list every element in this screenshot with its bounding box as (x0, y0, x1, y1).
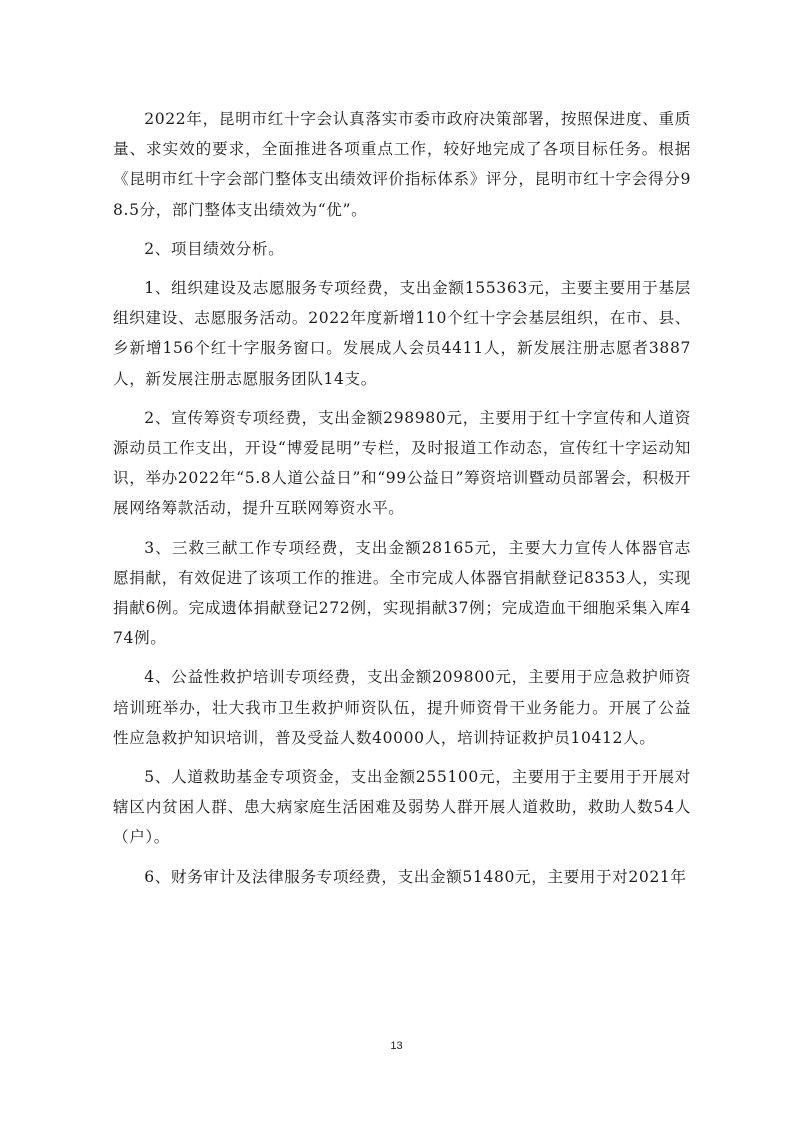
project-paragraph-1: 1、组织建设及志愿服务专项经费，支出金额155363元，主要主要用于基层组织建设、志愿服务活动。2022年度新增110个红十字会基层组织，在市、县、乡新增156个红十字服务窗口。发展成人会员4411人，新发展注册志愿者3887人，新发展注册志愿服务团队14支。 (113, 279, 691, 388)
document-body (113, 104, 691, 901)
intro-paragraph: 2022年，昆明市红十字会认真落实市委市政府决策部署，按照保进度、重质量、求实效的要求，全面推进各项重点工作，较好地完成了各项目标任务。根据《昆明市红十字会部门整体支出绩效评价指标体系》评分，昆明市红十字会得分98.5分，部门整体支出绩效为“优”。 (113, 110, 691, 219)
project-paragraph-6: 6、财务审计及法律服务专项经费，支出金额51480元，主要用于对2021年 (144, 867, 687, 886)
section-heading: 2、项目绩效分析。 (144, 239, 285, 258)
project-paragraph-5: 5、人道救助基金专项资金，支出金额255100元，主要用于主要用于开展对辖区内贫困人群、患大病家庭生活困难及弱势人群开展人道救助，救助人数54人（户）。 (113, 768, 691, 847)
project-paragraph-2: 2、宣传筹资专项经费，支出金额298980元，主要用于红十字宣传和人道资源动员工作支出，开设“博爱昆明”专栏，及时报道工作动态，宣传红十字运动知识，举办2022年“5.8人道公益日”和“99公益日”筹资培训暨动员部署会，积极开展网络筹款活动，提升互联网筹资水平。 (113, 408, 691, 518)
page-number: 13 (390, 1040, 403, 1052)
project-paragraph-3: 3、三救三献工作专项经费，支出金额28165元，主要大力宣传人体器官志愿捐献，有效促进了该项工作的推进。全市完成人体器官捐献登记8353人，实现捐献6例。完成遗体捐献登记272例，实现捐献37例；完成造血干细胞采集入库474例。 (113, 538, 691, 648)
project-paragraph-4: 4、公益性救护培训专项经费，支出金额209800元，主要用于应急救护师资培训班举办，壮大我市卫生救护师资队伍，提升师资骨干业务能力。开展了公益性应急救护知识培训，普及受益人数40000人，培训持证救护员10412人。 (113, 668, 691, 747)
